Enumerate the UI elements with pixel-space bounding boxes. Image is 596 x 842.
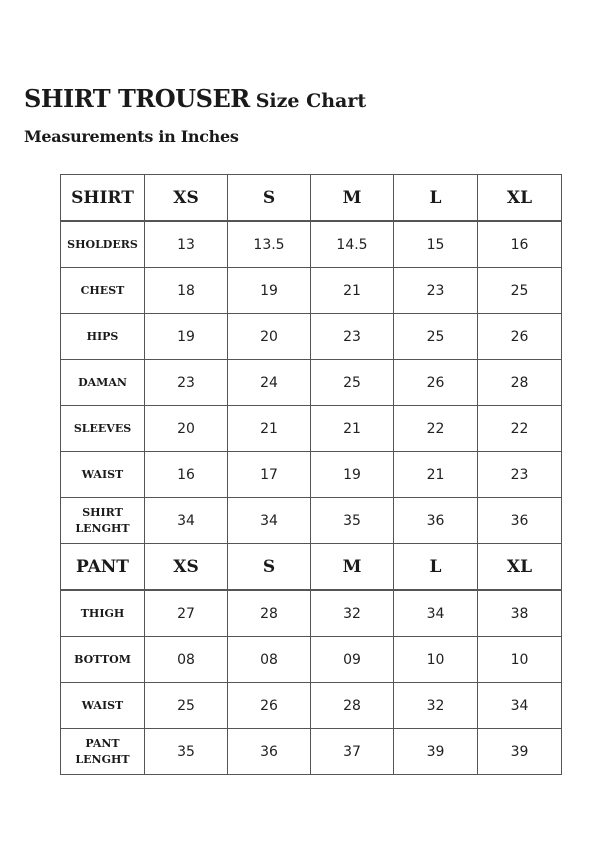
- table-row: [61, 452, 562, 498]
- shirt-header-row: [61, 175, 562, 222]
- measurement-value: 34: [228, 498, 311, 544]
- measurement-value: 25: [145, 683, 228, 729]
- measurement-value: 26: [394, 360, 478, 406]
- measurement-value: 21: [311, 406, 394, 452]
- measurement-value: 22: [394, 406, 478, 452]
- measurement-value: 34: [478, 683, 562, 729]
- size-header-s: S: [228, 175, 311, 222]
- size-header-l: L: [394, 544, 478, 591]
- measurement-value: 09: [311, 637, 394, 683]
- measurement-label-line: PANT: [85, 736, 120, 750]
- measurement-value: 24: [228, 360, 311, 406]
- measurement-value: 20: [145, 406, 228, 452]
- table-row: [61, 268, 562, 314]
- measurement-label-line: SLEEVES: [73, 421, 132, 435]
- measurement-value: 37: [311, 729, 394, 775]
- table-row: [61, 498, 562, 544]
- measurement-value: 23: [478, 452, 562, 498]
- measurement-value: 10: [478, 637, 562, 683]
- table-row: [61, 406, 562, 452]
- measurement-value: 25: [311, 360, 394, 406]
- size-header-xl: XL: [478, 175, 562, 222]
- table-row: [61, 360, 562, 406]
- measurement-label-line: SHOLDERS: [67, 237, 138, 251]
- measurement-value: 39: [478, 729, 562, 775]
- measurement-label-line: WAIST: [81, 467, 124, 481]
- measurement-value: 16: [478, 221, 562, 268]
- measurement-label-line: DAMAN: [78, 375, 127, 389]
- size-header-l: L: [394, 175, 478, 222]
- measurement-label: [61, 314, 145, 360]
- measurement-label-line: CHEST: [80, 283, 125, 297]
- measurement-value: 34: [394, 590, 478, 637]
- measurement-value: 13: [145, 221, 228, 268]
- measurement-unit-note: Measurements in Inches: [24, 127, 239, 146]
- measurement-value: 23: [311, 314, 394, 360]
- size-header-xs: XS: [145, 175, 228, 222]
- measurement-value: 28: [311, 683, 394, 729]
- measurement-value: 26: [228, 683, 311, 729]
- measurement-label-line: BOTTOM: [74, 652, 131, 666]
- measurement-value: 32: [394, 683, 478, 729]
- table-row: [61, 314, 562, 360]
- measurement-label: [61, 590, 145, 637]
- pant-header-row: [61, 544, 562, 591]
- measurement-label: [61, 452, 145, 498]
- measurement-value: 28: [228, 590, 311, 637]
- measurement-value: 36: [228, 729, 311, 775]
- measurement-label-line: WAIST: [81, 698, 124, 712]
- measurement-value: 26: [478, 314, 562, 360]
- measurement-label: [61, 221, 145, 268]
- table-row: [61, 637, 562, 683]
- measurement-value: 13.5: [228, 221, 311, 268]
- measurement-value: 25: [478, 268, 562, 314]
- measurement-label-line: SHIRT: [82, 505, 123, 519]
- measurement-value: 19: [145, 314, 228, 360]
- measurement-value: 16: [145, 452, 228, 498]
- measurement-label: [61, 637, 145, 683]
- measurement-value: 22: [478, 406, 562, 452]
- table-row: [61, 590, 562, 637]
- measurement-value: 14.5: [311, 221, 394, 268]
- size-header-s: S: [228, 544, 311, 591]
- table-row: [61, 729, 562, 775]
- measurement-value: 21: [228, 406, 311, 452]
- size-header-xl: XL: [478, 544, 562, 591]
- size-header-xs: XS: [145, 544, 228, 591]
- measurement-label: [61, 268, 145, 314]
- measurement-value: 36: [394, 498, 478, 544]
- measurement-value: 27: [145, 590, 228, 637]
- measurement-value: 34: [145, 498, 228, 544]
- measurement-value: 15: [394, 221, 478, 268]
- measurement-value: 36: [478, 498, 562, 544]
- measurement-label: [61, 360, 145, 406]
- measurement-value: 38: [478, 590, 562, 637]
- measurement-value: 17: [228, 452, 311, 498]
- measurement-value: 25: [394, 314, 478, 360]
- measurement-label: [61, 683, 145, 729]
- measurement-value: 35: [145, 729, 228, 775]
- measurement-value: 23: [394, 268, 478, 314]
- measurement-value: 08: [228, 637, 311, 683]
- table-row: [61, 221, 562, 268]
- page-title: [24, 84, 366, 113]
- measurement-value: 20: [228, 314, 311, 360]
- measurement-label: [61, 406, 145, 452]
- measurement-value: 08: [145, 637, 228, 683]
- measurement-value: 39: [394, 729, 478, 775]
- measurement-label: [61, 729, 145, 775]
- measurement-value: 18: [145, 268, 228, 314]
- measurement-value: 32: [311, 590, 394, 637]
- measurement-value: 28: [478, 360, 562, 406]
- measurement-label-line: HIPS: [86, 329, 119, 343]
- measurement-label: [61, 498, 145, 544]
- size-header-m: M: [311, 175, 394, 222]
- pant-section-label: PANT: [61, 544, 145, 591]
- measurement-value: 10: [394, 637, 478, 683]
- measurement-value: 19: [311, 452, 394, 498]
- title-main: SHIRT TROUSER: [24, 84, 250, 113]
- size-header-m: M: [311, 544, 394, 591]
- shirt-section-label: SHIRT: [61, 175, 145, 222]
- size-chart-body: [61, 175, 562, 775]
- measurement-label-line: THIGH: [80, 606, 125, 620]
- size-chart-table: [60, 174, 562, 775]
- measurement-value: 35: [311, 498, 394, 544]
- measurement-value: 21: [394, 452, 478, 498]
- measurement-label-line: LENGHT: [75, 521, 130, 535]
- measurement-value: 19: [228, 268, 311, 314]
- measurement-value: 21: [311, 268, 394, 314]
- measurement-value: 23: [145, 360, 228, 406]
- table-row: [61, 683, 562, 729]
- title-sub: Size Chart: [255, 90, 367, 112]
- measurement-label-line: LENGHT: [75, 752, 130, 766]
